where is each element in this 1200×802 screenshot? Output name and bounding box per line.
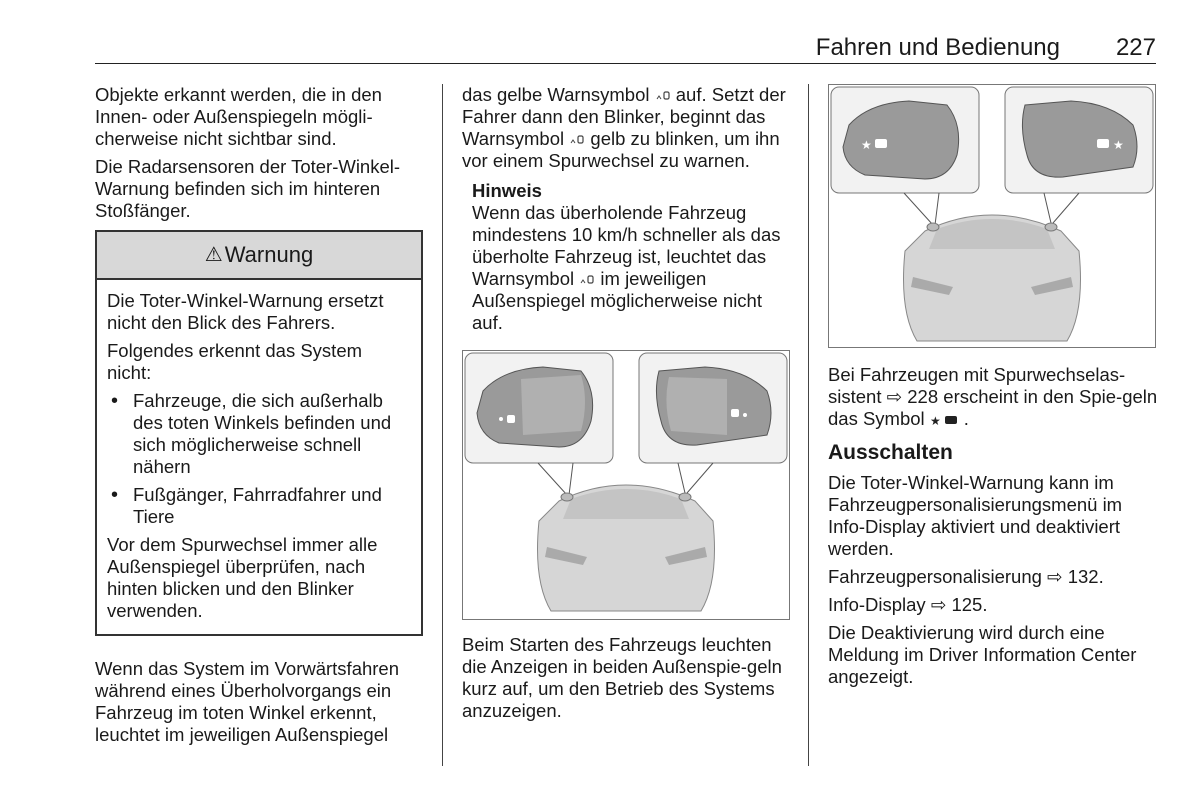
lane-change-assist-icon (930, 413, 964, 427)
header-rule (95, 63, 1156, 64)
svg-text:★: ★ (929, 414, 941, 428)
warning-box (95, 230, 423, 636)
svg-text:★: ★ (861, 138, 872, 152)
paragraph: Die Radarsensoren der Toter-Winkel-Warnung befinden sich im hinteren Stoßfänger. (95, 156, 401, 221)
text-span: erscheint in den Spie-geln das Symbol (828, 386, 1158, 429)
paragraph: Vor dem Spurwechsel immer alle Außenspiegel überprüfen, nach hinten blicken und den Blinker verwenden. (107, 534, 378, 621)
text-span: im jeweiligen Außenspiegel möglicherweise nicht auf. (472, 268, 762, 333)
text-span: auf. Setzt der Fahrer dann den Blinker, beginnt das Warnsymbol (462, 84, 786, 149)
column-middle (462, 84, 792, 728)
column-divider (808, 84, 809, 766)
blind-spot-warning-icon (569, 134, 585, 146)
car-mirrors-illustration (829, 85, 1155, 347)
section-heading: Ausschalten (828, 441, 953, 464)
text-span: Wenn das überholende Fahrzeug mindestens 10 km/h schneller als das überholte Fahrzeug ist, leuchtet das Warnsymbol (472, 202, 781, 289)
reference-arrow-icon: ⇨ (886, 386, 903, 407)
column-left (95, 84, 423, 752)
warning-header (97, 232, 421, 280)
figure-caption: Beim Starten des Fahrzeugs leuchten die Anzeigen in beiden Außenspie-geln kurz auf, um den Betrieb des Systems anzuzeigen. (462, 634, 782, 721)
paragraph: Die Toter-Winkel-Warnung kann im Fahrzeugpersonalisierungsmenü im Info-Display aktiviert und deaktiviert werden. (828, 472, 1123, 559)
page-reference[interactable]: 125. (951, 594, 988, 615)
column-right (828, 84, 1158, 694)
text-span: Bei Fahrzeugen mit Spurwechselas-sistent (828, 364, 1126, 407)
text-span: Info-Display (828, 594, 926, 615)
blind-spot-warning-icon (579, 274, 595, 286)
list-item: • Fußgänger, Fahrradfahrer und Tiere (107, 484, 411, 528)
hint-box (462, 180, 792, 334)
paragraph: Die Toter-Winkel-Warnung ersetzt nicht den Blick des Fahrers. (107, 290, 384, 333)
text-span: gelb zu blinken, um ihn vor einem Spurwechsel zu warnen. (462, 128, 780, 171)
mirror-illustration (462, 350, 790, 620)
car-mirrors-illustration (463, 351, 789, 619)
paragraph: Wenn das System im Vorwärtsfahren während eines Überholvorgangs ein Fahrzeug im toten Winkel erkennt, leuchtet im jeweiligen Außenspiegel (95, 658, 400, 745)
paragraph: Objekte erkannt werden, die in den Innen- oder Außenspiegeln mögli-cherweise nicht sichtbar sind. (95, 84, 382, 149)
hint-text (472, 202, 792, 334)
paragraph: Die Deaktivierung wird durch eine Meldung im Driver Information Center angezeigt. (828, 622, 1137, 687)
page-reference[interactable]: 228 (907, 386, 939, 407)
list-item: • Fahrzeuge, die sich außerhalb des toten Winkels befinden und sich möglicherweise schnell nähern (107, 390, 411, 478)
paragraph (828, 594, 1158, 616)
text-span: das gelbe Warnsymbol (462, 84, 650, 105)
warning-body (97, 280, 421, 634)
page-number: 227 (1115, 34, 1156, 61)
paragraph: Bei Fahrzeugen mit Spurwechselas-sistent ⇨ 228 erscheint in den Spie-geln das Symbol ★ . (828, 364, 1158, 429)
paragraph (828, 566, 1158, 588)
column-divider (442, 84, 443, 766)
paragraph (462, 84, 792, 172)
reference-arrow-icon: ⇨ (930, 594, 947, 615)
page-reference[interactable]: 132. (1067, 566, 1104, 587)
blind-spot-warning-icon (655, 90, 671, 102)
text-span: Fahrzeugpersonalisierung (828, 566, 1042, 587)
warning-triangle-icon: ⚠ (204, 244, 223, 266)
mirror-illustration (828, 84, 1156, 348)
bullet-list (107, 390, 411, 528)
hint-title: Hinweis (472, 180, 542, 201)
section-title: Fahren und Bedienung (815, 34, 1060, 61)
svg-text:★: ★ (1113, 138, 1124, 152)
paragraph: Folgendes erkennt das System nicht: (107, 340, 363, 383)
reference-arrow-icon: ⇨ (1047, 566, 1063, 587)
warning-title: Warnung (224, 242, 314, 267)
